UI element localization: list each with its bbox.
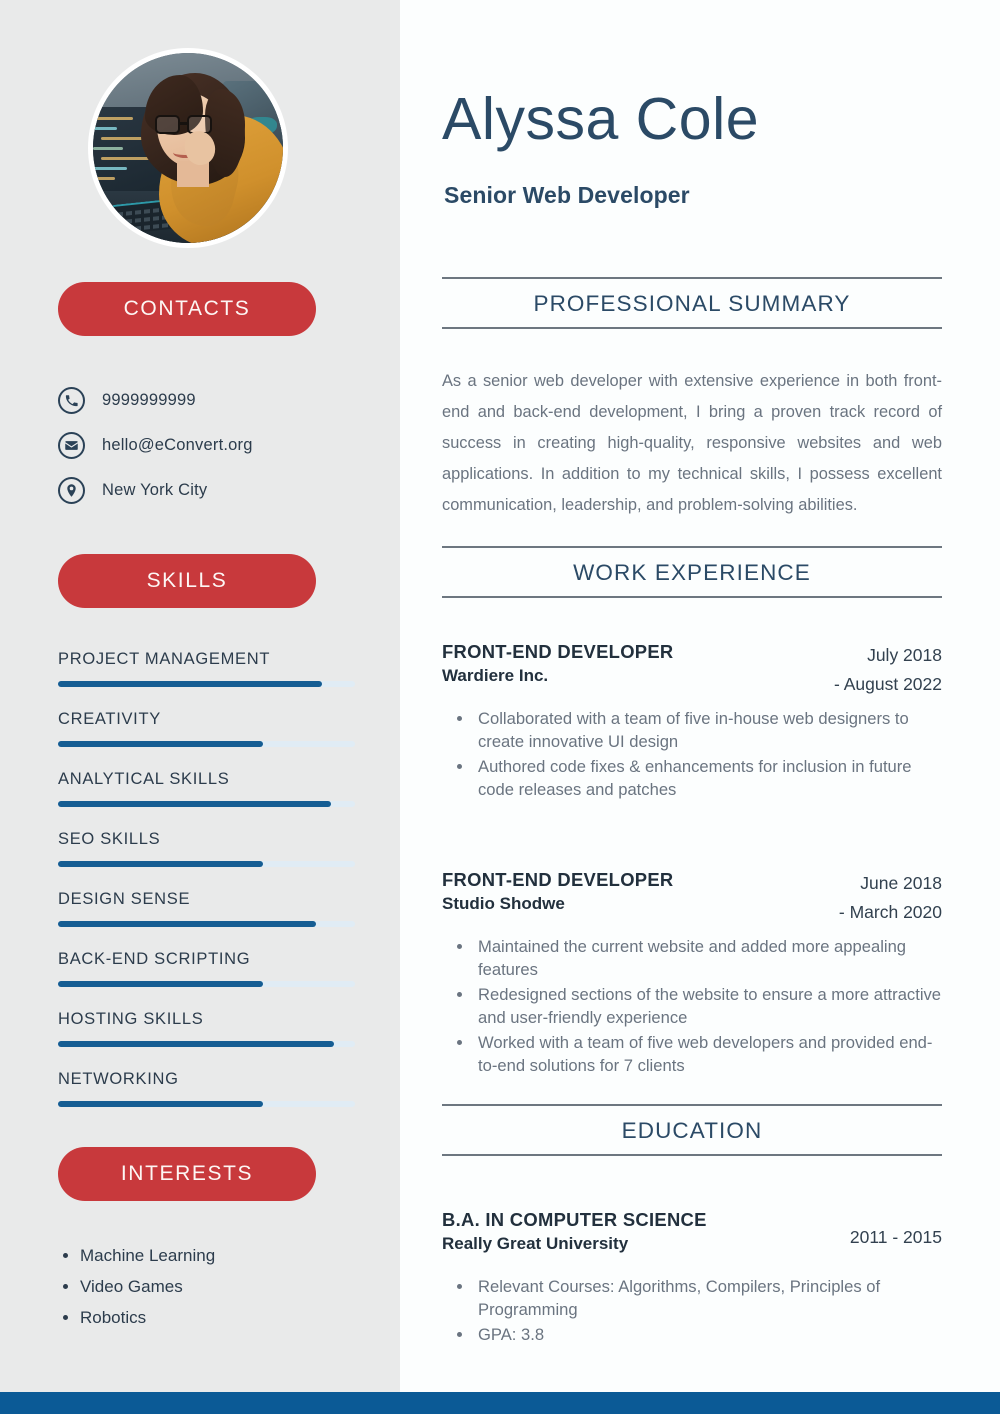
skill-bar-track [58,801,355,807]
list-item: • Authored code fixes & enhancements for inclusion in future code releases and patches [474,755,942,801]
education-dates [850,1223,942,1252]
skill-bar-fill [58,741,263,747]
skill-label: HOSTING SKILLS [58,1010,204,1028]
avatar [88,48,288,248]
work-bullets [442,707,942,801]
skill-bar-fill [58,861,263,867]
skill-label: DESIGN SENSE [58,890,191,908]
sidebar [0,0,400,1392]
skill-bar-track [58,1101,355,1107]
education-bullets [442,1275,942,1346]
main-content [400,0,1000,1392]
work-date-start: June 2018 [860,873,942,893]
education-entry-header [442,1209,942,1261]
skill-bar-fill [58,981,263,987]
list-item: • GPA: 3.8 [474,1323,942,1346]
skills-list [58,650,355,1130]
contact-value-location: New York City [102,481,208,499]
skill-item [58,1010,355,1047]
skill-item [58,1070,355,1107]
skill-bar-fill [58,921,316,927]
contact-list [58,378,378,513]
skill-bar-track [58,1041,355,1047]
interests-list [58,1240,358,1333]
footer-accent-bar [0,1392,1000,1414]
work-company: Wardiere Inc. [442,666,549,685]
skill-label: CREATIVITY [58,710,161,728]
skill-bar-fill [58,801,331,807]
divider [442,327,942,329]
skill-bar-track [58,981,355,987]
skill-bar-track [58,861,355,867]
list-item: • Maintained the current website and added more appealing features [474,935,942,981]
section-header-work [442,546,942,598]
list-item: • Machine Learning [80,1240,358,1271]
work-job-title: FRONT-END DEVELOPER [442,641,674,662]
work-date-end: - August 2022 [834,674,942,694]
work-date-start: July 2018 [867,645,942,665]
work-date-end: - March 2020 [838,902,942,922]
list-item: • Video Games [80,1271,358,1302]
page-title: Alyssa Cole [442,86,760,152]
skill-item [58,950,355,987]
skills-heading-pill: SKILLS [58,554,316,608]
skill-bar-track [58,681,355,687]
education-date-range: 2011 - 2015 [849,1227,942,1247]
list-item: • Relevant Courses: Algorithms, Compilers, Principles of Programming [474,1275,942,1321]
section-title: EDUCATION [621,1118,763,1143]
skill-item [58,650,355,687]
work-dates [839,869,942,927]
divider [442,596,942,598]
skill-label: NETWORKING [58,1070,179,1088]
section-title: WORK EXPERIENCE [573,560,811,585]
list-item: • Robotics [80,1302,358,1333]
skill-bar-fill [58,1101,263,1107]
work-bullets [442,935,942,1077]
phone-icon [58,387,85,414]
profile-photo [93,53,283,243]
list-item: • Worked with a team of five web developers and provided end-to-end solutions for 7 clients [474,1031,942,1077]
location-pin-icon [58,477,85,504]
contacts-heading-pill: CONTACTS [58,282,316,336]
skill-bar-fill [58,681,322,687]
summary-text: As a senior web developer with extensive experience in both front-end and back-end development, I bring a proven track record of success in creating high-quality, responsive websites and web applications. In addition to my technical skills, I possess excellent communication, leadership, and problem-solving abilities. [442,372,942,514]
skill-item [58,710,355,747]
glasses-icon [155,115,221,135]
skill-label: PROJECT MANAGEMENT [58,650,271,668]
skill-item [58,770,355,807]
section-title: PROFESSIONAL SUMMARY [533,291,851,316]
skill-label: BACK-END SCRIPTING [58,950,251,968]
education-entry [442,1209,942,1348]
contact-value-email: hello@eConvert.org [102,436,253,454]
work-dates [834,641,942,699]
section-header-summary [442,277,942,329]
education-degree: B.A. IN COMPUTER SCIENCE [442,1209,707,1230]
skill-label: ANALYTICAL SKILLS [58,770,230,788]
envelope-icon [58,432,85,459]
contact-row-location[interactable] [58,468,378,513]
work-job-title: FRONT-END DEVELOPER [442,869,674,890]
skill-bar-track [58,921,355,927]
work-entry [442,641,942,803]
skill-label: SEO SKILLS [58,830,161,848]
work-entry [442,869,942,1079]
skill-item [58,890,355,927]
contact-row-email[interactable] [58,423,378,468]
skill-item [58,830,355,867]
person-neck [177,161,209,187]
list-item: • Collaborated with a team of five in-house web designers to create innovative UI design [474,707,942,753]
work-company: Studio Shodwe [442,894,565,913]
education-school: Really Great University [442,1234,629,1253]
divider [442,1154,942,1156]
skill-bar-fill [58,1041,334,1047]
work-entry-header [442,869,942,921]
interests-heading-pill: INTERESTS [58,1147,316,1201]
contact-value-phone: 9999999999 [102,391,196,409]
skill-bar-track [58,741,355,747]
section-header-education [442,1104,942,1156]
work-entry-header [442,641,942,693]
job-role-subtitle: Senior Web Developer [444,182,690,208]
list-item: • Redesigned sections of the website to ensure a more attractive and user-friendly experience [474,983,942,1029]
contact-row-phone[interactable] [58,378,378,423]
